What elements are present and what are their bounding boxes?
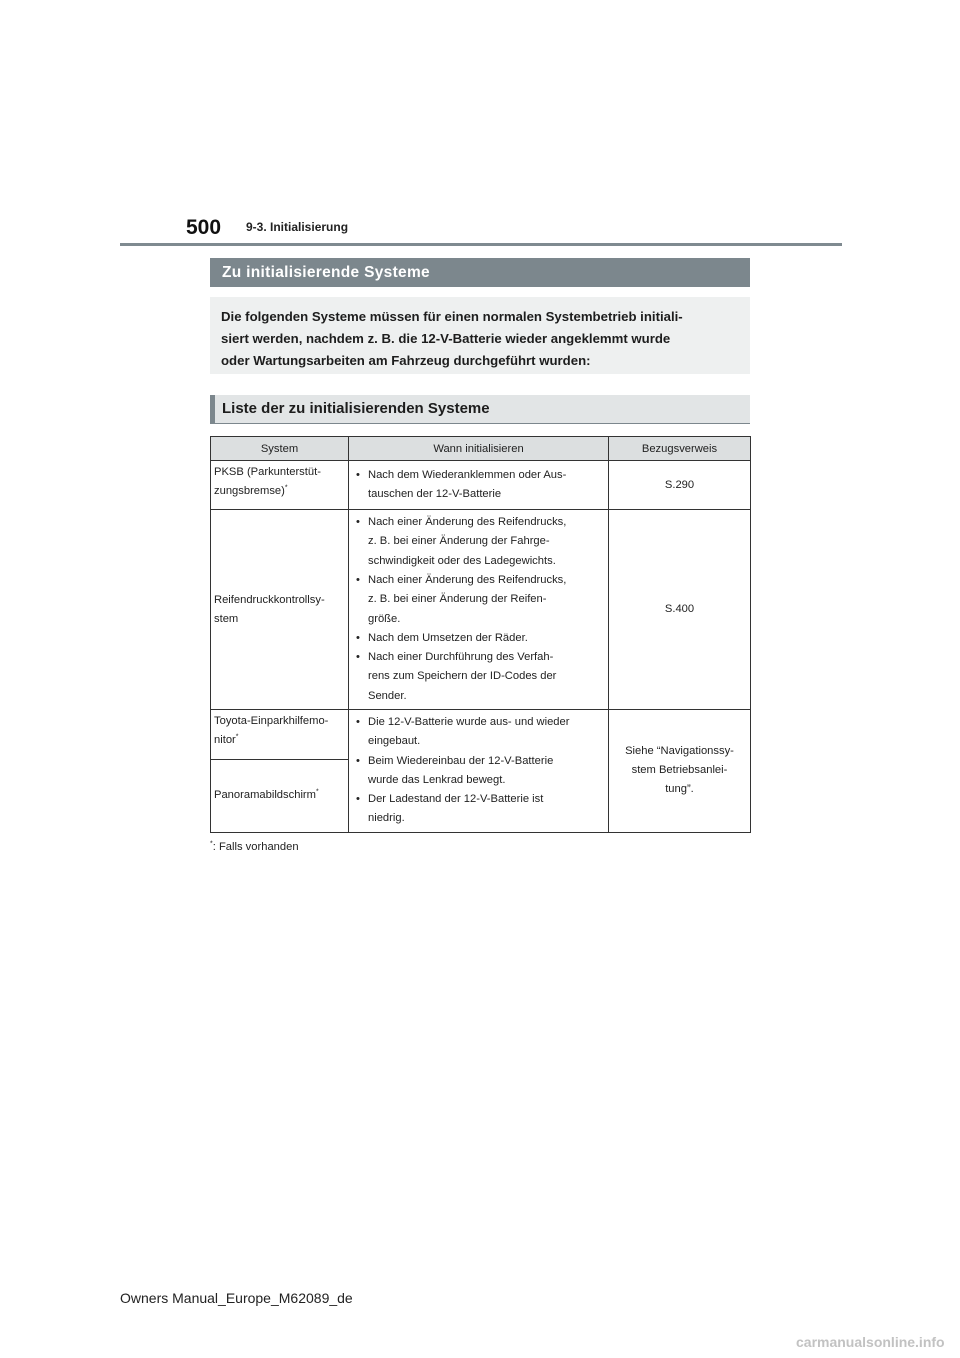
- system-name-line: PKSB (Parkunterstüt-: [214, 466, 321, 478]
- table-row: [211, 710, 751, 760]
- footer-label: Owners Manual_Europe_M62089_de: [120, 1290, 353, 1306]
- list-item: [356, 752, 603, 791]
- reference-line: stem Betriebsanlei-: [631, 764, 728, 777]
- system-cell: [211, 510, 349, 710]
- column-header-when: Wann initialisieren: [349, 437, 609, 461]
- column-header-reference: Bezugsverweis: [609, 437, 751, 461]
- list-item-line: rens zum Speichern der ID-Codes der: [368, 670, 557, 683]
- when-cell: [349, 510, 609, 710]
- list-item-line: niedrig.: [368, 812, 405, 825]
- intro-line: Die folgenden Systeme müssen für einen normalen Systembetrieb initiali-: [221, 309, 683, 324]
- reference-cell: [609, 710, 751, 833]
- list-item-line: • Nach einer Durchführung des Verfah-: [368, 651, 554, 664]
- page-number: 500: [186, 216, 222, 239]
- reference-cell: S.400: [609, 510, 751, 710]
- system-name-text: nitor: [214, 734, 236, 746]
- intro-line: oder Wartungsarbeiten am Fahrzeug durchgeführt wurden:: [221, 353, 591, 368]
- subsection-title: Liste der zu initialisierenden Systeme: [222, 400, 490, 417]
- section-title: Zu initialisierende Systeme: [222, 264, 430, 281]
- intro-line: siert werden, nachdem z. B. die 12-V-Batterie wieder angeklemmt wurde: [221, 331, 671, 346]
- when-cell: [349, 461, 609, 510]
- list-item-line: • Der Ladestand der 12-V-Batterie ist: [368, 793, 544, 806]
- list-item-line: schwindigkeit oder des Ladegewichts.: [368, 554, 556, 567]
- footnote-marker: *: [315, 788, 319, 796]
- table-row: [211, 510, 751, 710]
- list-item-line: eingebaut.: [368, 735, 421, 748]
- reference-line: tung”.: [665, 783, 694, 796]
- header-divider: [120, 243, 842, 246]
- when-cell: [349, 710, 609, 833]
- reference-line: Siehe “Navigationssy-: [625, 745, 734, 758]
- system-name-line: Toyota-Einparkhilfemo-: [214, 715, 329, 727]
- list-item: [356, 790, 603, 829]
- table-header-row: [211, 437, 751, 461]
- system-cell: [211, 461, 349, 510]
- intro-box: [210, 297, 750, 374]
- list-item-line: • Beim Wiedereinbau der 12-V-Batterie: [368, 754, 554, 767]
- list-item-line: • Nach einer Änderung des Reifendrucks,: [368, 573, 567, 586]
- system-name-text: zungsbremse): [214, 485, 285, 497]
- list-item-line: wurde das Lenkrad bewegt.: [368, 773, 506, 786]
- subsection-title-bar: [210, 395, 750, 424]
- list-item-line: größe.: [368, 612, 401, 625]
- system-name-line: [214, 731, 345, 750]
- footnote-text: : Falls vorhanden: [212, 841, 299, 853]
- list-item: [356, 466, 603, 505]
- section-reference: 9-3. Initialisierung: [246, 220, 349, 234]
- list-item-line: • Nach dem Wiederanklemmen oder Aus-: [368, 468, 567, 481]
- footnote-marker: *: [235, 733, 239, 741]
- list-item-line: • Die 12-V-Batterie wurde aus- und wieder: [368, 716, 570, 728]
- subsection-accent: [210, 395, 215, 424]
- list-item: [356, 571, 603, 629]
- footnote-marker: *: [210, 840, 213, 848]
- column-header-system: System: [211, 437, 349, 461]
- systems-table: [210, 436, 751, 833]
- system-name-line: [214, 482, 345, 501]
- system-cell: [211, 759, 349, 832]
- watermark-link[interactable]: carmanualsonline.info: [796, 1334, 945, 1350]
- list-item-line: • Nach dem Umsetzen der Räder.: [368, 631, 528, 644]
- table-row: [211, 461, 751, 510]
- list-item-line: z. B. bei einer Änderung der Fahrge-: [368, 535, 550, 548]
- reference-cell: S.290: [609, 461, 751, 510]
- system-name-text: Panoramabildschirm: [214, 789, 316, 802]
- list-item: [356, 513, 603, 571]
- system-name-line: Reifendruckkontrollsy-: [214, 593, 325, 606]
- list-item: [356, 629, 603, 648]
- list-item: [356, 648, 603, 706]
- list-item-line: z. B. bei einer Änderung der Reifen-: [368, 593, 547, 606]
- footnote-marker: *: [284, 484, 288, 492]
- list-item: [356, 713, 603, 752]
- list-item-line: tauschen der 12-V-Batterie: [368, 488, 502, 500]
- section-title-bar: [210, 258, 750, 287]
- system-cell: [211, 710, 349, 760]
- footnote: [210, 841, 299, 853]
- list-item-line: Sender.: [368, 689, 407, 702]
- system-name-line: stem: [214, 612, 239, 625]
- list-item-line: • Nach einer Änderung des Reifendrucks,: [368, 516, 567, 529]
